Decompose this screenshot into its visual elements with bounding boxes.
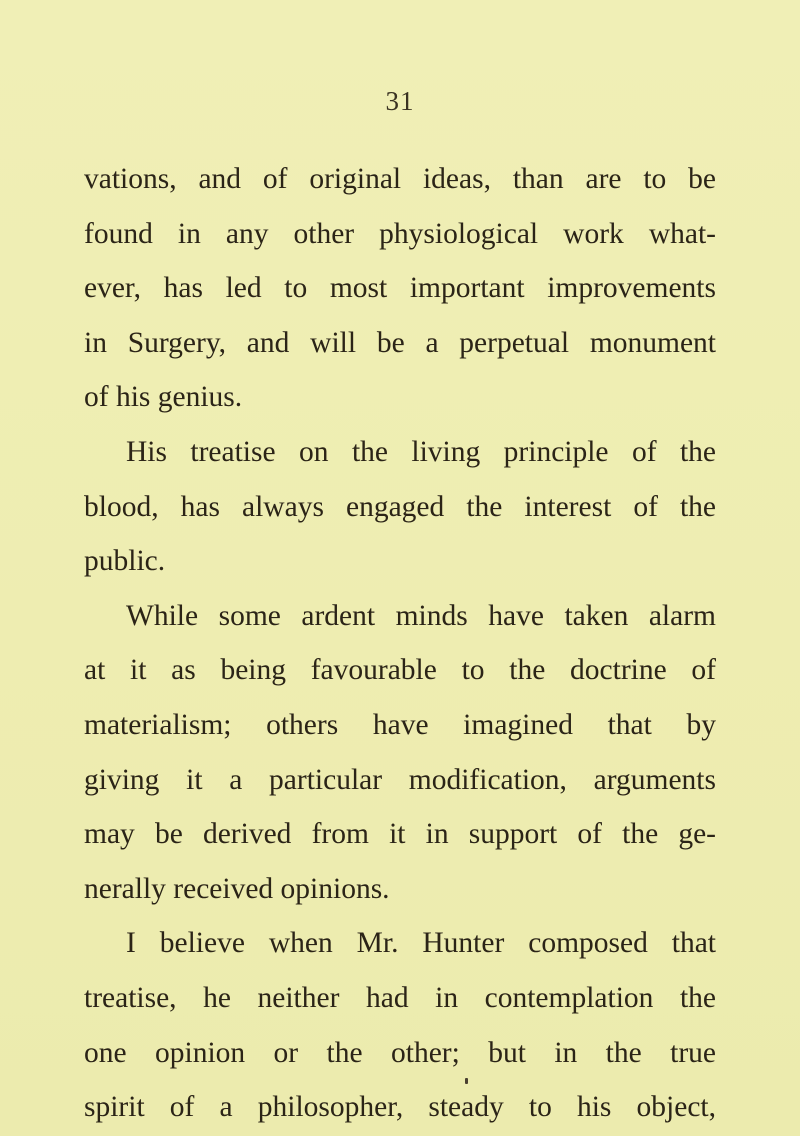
body-text	[84, 152, 716, 1135]
text-line: of his genius.	[84, 381, 243, 414]
text-line: public.	[84, 545, 166, 578]
text-line: ever, has led to most important improvements	[84, 272, 716, 305]
text-line: treatise, he neither had in contemplation the	[84, 981, 716, 1014]
text-line: vations, and of original ideas, than are to be	[84, 163, 716, 195]
text-line: giving it a particular modification, arguments	[84, 763, 716, 796]
text-line: blood, has always engaged the interest of the	[84, 490, 716, 523]
paragraph-start-line: His treatise on the living principle of the	[126, 435, 716, 468]
page-number: 31	[385, 86, 415, 116]
text-line: may be derived from it in support of the ge-	[84, 818, 716, 851]
paragraph-start-line: While some ardent minds have taken alarm	[126, 599, 716, 632]
text-line: in Surgery, and will be a perpetual monument	[84, 326, 716, 359]
paragraph-start-line: I believe when Mr. Hunter composed that	[126, 927, 716, 960]
text-line: at it as being favourable to the doctrine of	[84, 654, 716, 687]
text-line: found in any other physiological work what-	[84, 217, 716, 250]
ink-speck	[465, 1078, 468, 1084]
text-line: one opinion or the other; but in the true	[84, 1036, 716, 1069]
text-line: spirit of a philosopher, steady to his object,	[84, 1091, 716, 1124]
text-line: nerally received opinions.	[84, 872, 390, 905]
text-line: materialism; others have imagined that by	[84, 708, 716, 741]
